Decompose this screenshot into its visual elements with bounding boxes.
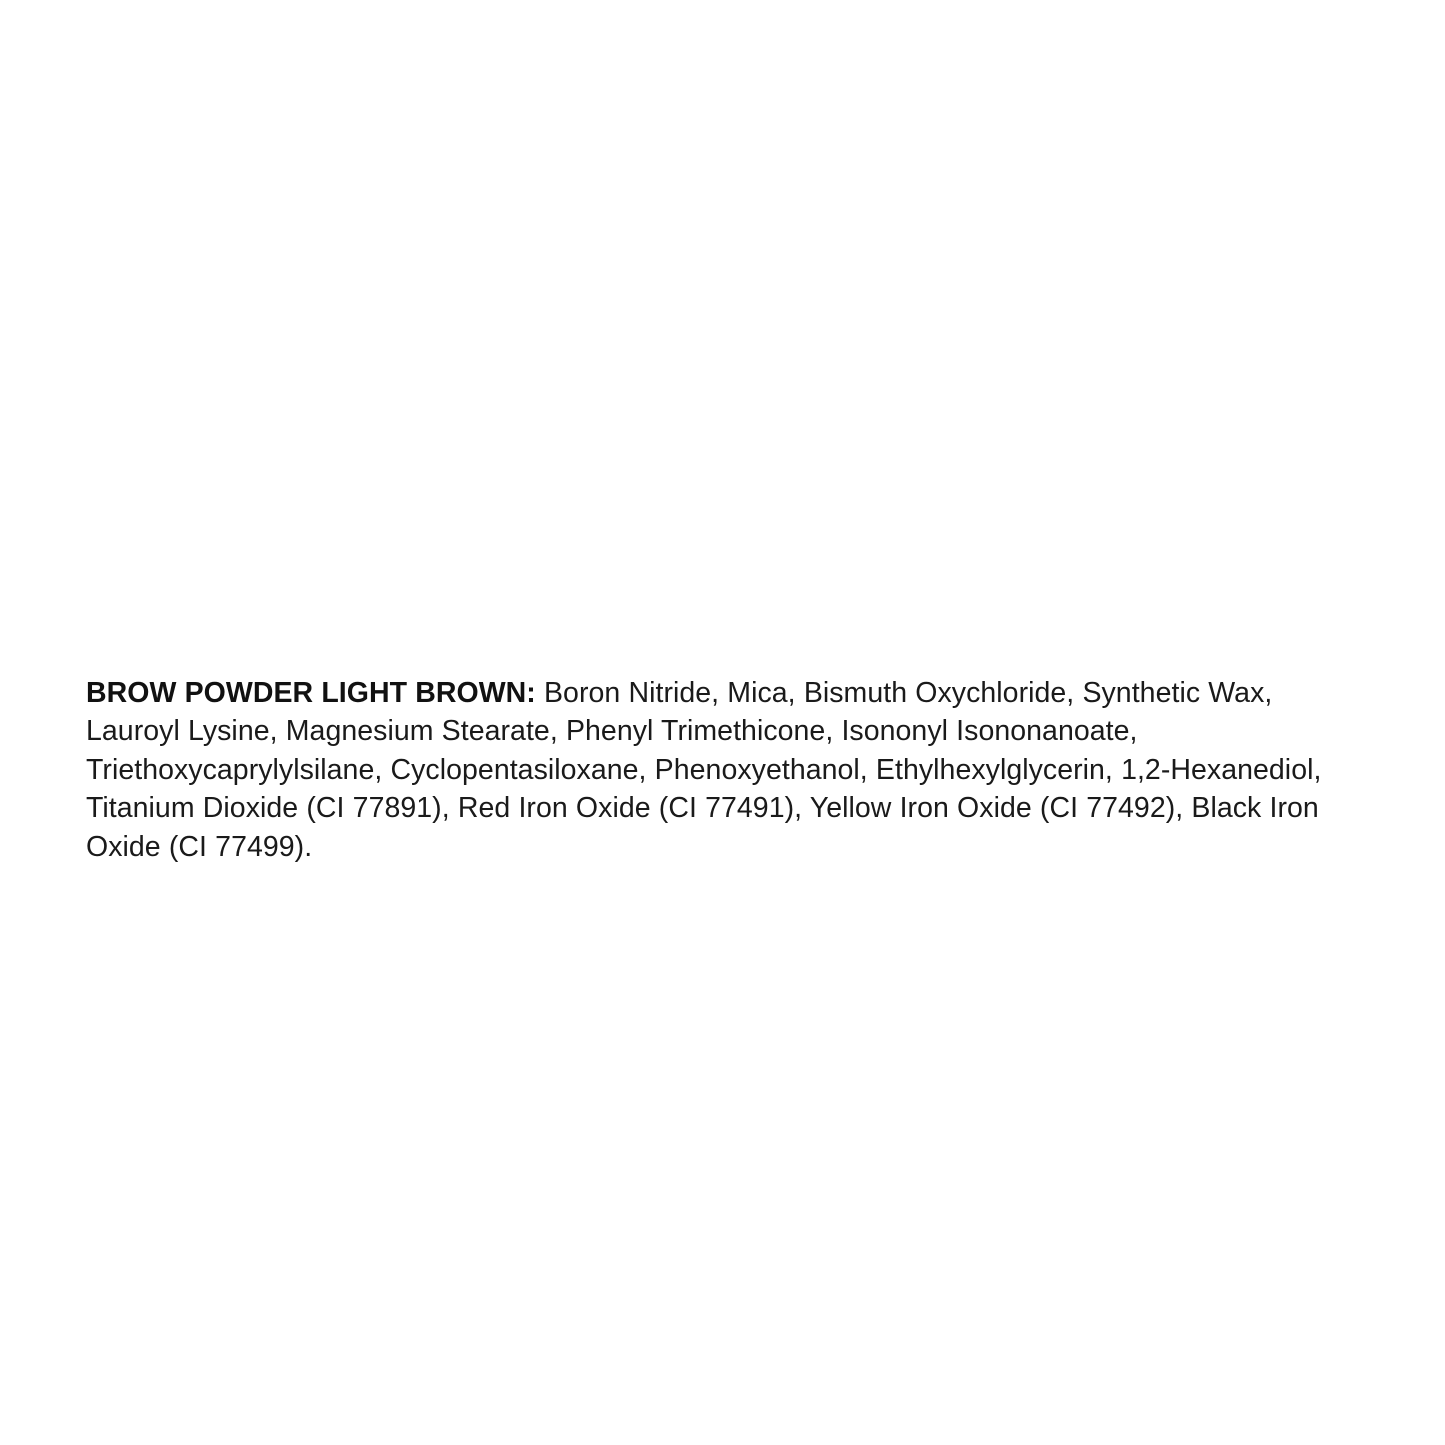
product-name-label: BROW POWDER LIGHT BROWN: bbox=[86, 676, 536, 709]
ingredients-list-text: Boron Nitride, Mica, Bismuth Oxychloride, Synthetic Wax, Lauroyl Lysine, Magnesium Stearate, Phenyl Trimethicone, Isononyl Isononanoate, Triethoxycaprylylsilane, Cyclopentasiloxane, Phenoxyethanol, Ethylhexylglycerin, 1,2-Hexanediol, Titanium Dioxide (CI 77891), Red Iron Oxide (CI 77491), Yellow Iron Oxide (CI 77492), Black Iron Oxide (CI 77499). bbox=[86, 676, 1322, 863]
ingredients-paragraph bbox=[86, 674, 1358, 867]
